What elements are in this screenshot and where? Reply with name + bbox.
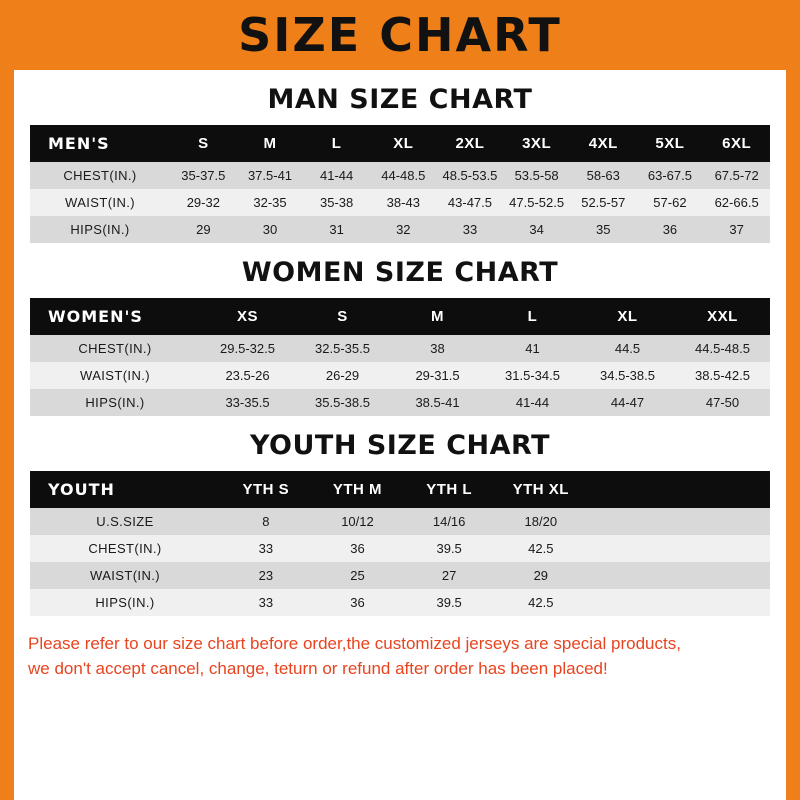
men-row-0-label: CHEST(IN.) (30, 162, 170, 189)
men-r0-c8: 67.5-72 (703, 162, 770, 189)
youth-r3-c3: 42.5 (495, 589, 587, 616)
youth-r2-c0: 23 (220, 562, 312, 589)
youth-section (14, 430, 786, 616)
table-header-row (30, 298, 770, 335)
youth-r2-c4 (587, 562, 679, 589)
women-r0-c3: 41 (485, 335, 580, 362)
youth-r2-c5 (678, 562, 770, 589)
youth-row-0-label: U.S.SIZE (30, 508, 220, 535)
men-r2-c4: 33 (437, 216, 504, 243)
women-r1-c4: 34.5-38.5 (580, 362, 675, 389)
youth-r3-c1: 36 (312, 589, 404, 616)
youth-r1-c1: 36 (312, 535, 404, 562)
youth-size-table (30, 471, 770, 616)
men-r2-c2: 31 (303, 216, 370, 243)
men-col-4: 2XL (437, 125, 504, 162)
youth-r2-c1: 25 (312, 562, 404, 589)
youth-r0-c0: 8 (220, 508, 312, 535)
youth-r2-c3: 29 (495, 562, 587, 589)
youth-col-4 (587, 471, 679, 508)
header-band (0, 0, 800, 70)
youth-row-2-label: WAIST(IN.) (30, 562, 220, 589)
men-col-0: S (170, 125, 237, 162)
women-r1-c2: 29-31.5 (390, 362, 485, 389)
men-r1-c7: 57-62 (637, 189, 704, 216)
youth-row-3-label: HIPS(IN.) (30, 589, 220, 616)
women-r0-c4: 44.5 (580, 335, 675, 362)
youth-r3-c4 (587, 589, 679, 616)
youth-r2-c2: 27 (403, 562, 495, 589)
men-col-8: 6XL (703, 125, 770, 162)
women-col-3: L (485, 298, 580, 335)
youth-col-1: YTH M (312, 471, 404, 508)
youth-r1-c2: 39.5 (403, 535, 495, 562)
youth-r1-c0: 33 (220, 535, 312, 562)
youth-r0-c4 (587, 508, 679, 535)
women-col-0: XS (200, 298, 295, 335)
men-r1-c1: 32-35 (237, 189, 304, 216)
men-r2-c5: 34 (503, 216, 570, 243)
women-row-0-label: CHEST(IN.) (30, 335, 200, 362)
men-row-1-label: WAIST(IN.) (30, 189, 170, 216)
men-col-3: XL (370, 125, 437, 162)
notice-line-1: Please refer to our size chart before order,the customized jerseys are special products, (28, 634, 681, 653)
men-section-title: MAN SIZE CHART (267, 84, 533, 115)
men-col-2: L (303, 125, 370, 162)
youth-r0-c3: 18/20 (495, 508, 587, 535)
women-col-5: XXL (675, 298, 770, 335)
men-r0-c1: 37.5-41 (237, 162, 304, 189)
youth-r1-c4 (587, 535, 679, 562)
table-row (30, 389, 770, 416)
notice-line-2: we don't accept cancel, change, teturn or refund after order has been placed! (28, 658, 608, 678)
table-row (30, 535, 770, 562)
men-r2-c6: 35 (570, 216, 637, 243)
men-r0-c3: 44-48.5 (370, 162, 437, 189)
youth-corner-label: YOUTH (30, 471, 220, 508)
women-col-4: XL (580, 298, 675, 335)
men-r1-c3: 38-43 (370, 189, 437, 216)
women-section-title: WOMEN SIZE CHART (241, 257, 559, 288)
women-r1-c1: 26-29 (295, 362, 390, 389)
men-r0-c6: 58-63 (570, 162, 637, 189)
youth-col-5 (678, 471, 770, 508)
women-col-2: M (390, 298, 485, 335)
men-corner-label: MEN'S (30, 125, 170, 162)
men-r2-c3: 32 (370, 216, 437, 243)
women-r2-c4: 44-47 (580, 389, 675, 416)
men-col-5: 3XL (503, 125, 570, 162)
table-row (30, 335, 770, 362)
women-r2-c5: 47-50 (675, 389, 770, 416)
men-r1-c4: 43-47.5 (437, 189, 504, 216)
men-r2-c0: 29 (170, 216, 237, 243)
youth-col-2: YTH L (403, 471, 495, 508)
men-r0-c7: 63-67.5 (637, 162, 704, 189)
men-r2-c1: 30 (237, 216, 304, 243)
men-r1-c6: 52.5-57 (570, 189, 637, 216)
women-corner-label: WOMEN'S (30, 298, 200, 335)
table-header-row (30, 125, 770, 162)
men-r0-c0: 35-37.5 (170, 162, 237, 189)
youth-col-3: YTH XL (495, 471, 587, 508)
women-r0-c2: 38 (390, 335, 485, 362)
table-row (30, 189, 770, 216)
youth-r0-c5 (678, 508, 770, 535)
men-size-table (30, 125, 770, 243)
women-r1-c3: 31.5-34.5 (485, 362, 580, 389)
men-r1-c5: 47.5-52.5 (503, 189, 570, 216)
women-size-table (30, 298, 770, 416)
men-r1-c0: 29-32 (170, 189, 237, 216)
women-r1-c5: 38.5-42.5 (675, 362, 770, 389)
men-col-7: 5XL (637, 125, 704, 162)
table-row (30, 562, 770, 589)
youth-r1-c3: 42.5 (495, 535, 587, 562)
youth-r0-c2: 14/16 (403, 508, 495, 535)
men-r2-c8: 37 (703, 216, 770, 243)
youth-r3-c2: 39.5 (403, 589, 495, 616)
women-r0-c0: 29.5-32.5 (200, 335, 295, 362)
women-col-1: S (295, 298, 390, 335)
women-row-2-label: HIPS(IN.) (30, 389, 200, 416)
women-r0-c5: 44.5-48.5 (675, 335, 770, 362)
table-row (30, 589, 770, 616)
men-r1-c2: 35-38 (303, 189, 370, 216)
table-header-row (30, 471, 770, 508)
men-r0-c2: 41-44 (303, 162, 370, 189)
men-col-6: 4XL (570, 125, 637, 162)
women-r2-c1: 35.5-38.5 (295, 389, 390, 416)
men-r2-c7: 36 (637, 216, 704, 243)
order-policy-notice (28, 632, 772, 681)
men-section (14, 84, 786, 243)
men-r1-c8: 62-66.5 (703, 189, 770, 216)
women-r1-c0: 23.5-26 (200, 362, 295, 389)
women-section (14, 257, 786, 416)
table-row (30, 216, 770, 243)
youth-row-1-label: CHEST(IN.) (30, 535, 220, 562)
men-row-2-label: HIPS(IN.) (30, 216, 170, 243)
men-r0-c4: 48.5-53.5 (437, 162, 504, 189)
women-row-1-label: WAIST(IN.) (30, 362, 200, 389)
youth-r0-c1: 10/12 (312, 508, 404, 535)
youth-section-title: YOUTH SIZE CHART (249, 430, 551, 461)
women-r2-c0: 33-35.5 (200, 389, 295, 416)
women-r0-c1: 32.5-35.5 (295, 335, 390, 362)
men-r0-c5: 53.5-58 (503, 162, 570, 189)
youth-r3-c5 (678, 589, 770, 616)
table-row (30, 508, 770, 535)
youth-col-0: YTH S (220, 471, 312, 508)
men-col-1: M (237, 125, 304, 162)
table-row (30, 162, 770, 189)
youth-r3-c0: 33 (220, 589, 312, 616)
women-r2-c3: 41-44 (485, 389, 580, 416)
women-r2-c2: 38.5-41 (390, 389, 485, 416)
youth-r1-c5 (678, 535, 770, 562)
table-row (30, 362, 770, 389)
page-title: SIZE CHART (238, 8, 562, 62)
